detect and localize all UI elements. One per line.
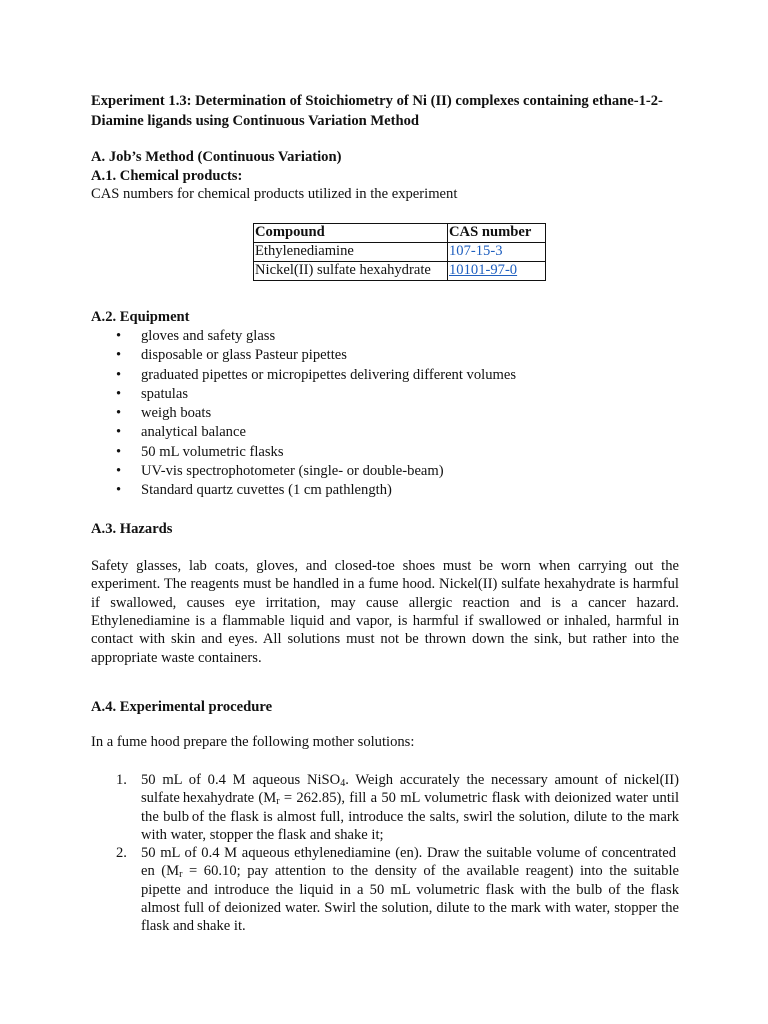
list-item: 2. 50 mL of 0.4 M aqueous ethylenediamine (en). Draw the suitable volume of concentrated en ($M_r = 60.10$; pay attention to the density of the available reagent) into the suitable pipette and introduce the liquid in a 50 mL volumetric flask with the bulb of the flask almost full of deionized water. Swirl the solution, dilute to the mark with water, stopper the flask and shake it. bbox=[116, 845, 679, 935]
experiment-title: Experiment 1.3: Determination of Stoichiometry of Ni (II) complexes containing ethane-1-2-Diamine ligands using Continuous Variation Method bbox=[91, 93, 663, 129]
bullet-icon: • bbox=[116, 482, 122, 499]
section-a-heading: A. Job’s Method (Continuous Variation) bbox=[91, 149, 342, 165]
compound-cell: Nickel(II) sulfate hexahydrate bbox=[254, 261, 448, 280]
procedure-heading: A.4. Experimental procedure bbox=[91, 698, 273, 715]
cas-table-header-cas: CAS number bbox=[448, 223, 546, 242]
bullet-icon: • bbox=[116, 385, 122, 402]
bullet-icon: • bbox=[116, 424, 122, 441]
document-page bbox=[91, 92, 679, 936]
hazards-paragraph: Safety glasses, lab coats, gloves, and closed-toe shoes must be worn when carrying out the experiment. The reagents must be handled in a fume hood. Nickel(II) sulfate hexahydrate is harmful if swallowed, causes eye irritation, may cause allergic reaction and is a cancer hazard. Ethylenediamine is a flammable liquid and vapor, is harmful if swallowed or inhaled, harmful in contact with skin and eyes. All solutions must not be thrown down the sink, but rather into the appropriate waste containers. bbox=[91, 558, 679, 666]
list-item: • weigh boats bbox=[91, 404, 679, 423]
step-number: 2. bbox=[116, 845, 127, 862]
cas-cell bbox=[448, 261, 546, 280]
chemical-products-intro: CAS numbers for chemical products utilized in the experiment bbox=[91, 186, 458, 202]
bullet-icon: • bbox=[116, 463, 122, 480]
compound-cell: Ethylenediamine bbox=[254, 242, 448, 261]
list-item: • 50 mL volumetric flasks bbox=[91, 443, 679, 462]
step-number: 1. bbox=[116, 771, 127, 788]
bullet-icon: • bbox=[116, 328, 122, 344]
cas-table bbox=[253, 223, 546, 281]
bullet-icon: • bbox=[116, 443, 122, 460]
cas-table-header-compound: Compound bbox=[254, 223, 448, 242]
list-item: • UV-vis spectrophotometer (single- or double-beam) bbox=[91, 462, 679, 481]
table-row bbox=[254, 242, 546, 261]
list-item: • gloves and safety glass bbox=[91, 327, 679, 346]
bullet-icon: • bbox=[116, 347, 122, 364]
list-item: • graduated pipettes or micropipettes delivering different volumes bbox=[91, 366, 679, 385]
list-item: • Standard quartz cuvettes (1 cm pathlength) bbox=[91, 481, 679, 500]
procedure-steps bbox=[91, 771, 679, 936]
bullet-icon: • bbox=[116, 366, 122, 383]
list-item: • analytical balance bbox=[91, 423, 679, 442]
list-item: • disposable or glass Pasteur pipettes bbox=[91, 346, 679, 365]
chemical-products-heading: A.1. Chemical products: bbox=[91, 167, 243, 184]
equipment-heading: A.2. Equipment bbox=[91, 308, 190, 325]
table-row bbox=[254, 261, 546, 280]
cas-cell bbox=[448, 242, 546, 261]
bullet-icon: • bbox=[116, 405, 122, 422]
hazards-heading: A.3. Hazards bbox=[91, 520, 173, 537]
equipment-list bbox=[91, 327, 679, 501]
procedure-intro: In a fume hood prepare the following mother solutions: bbox=[91, 734, 415, 751]
list-item: 1. 50 mL of 0.4 M aqueous NiSO$_4$. Weigh accurately the necessary amount of nickel(II) sulfate hexahydrate $(M_r = 262.85)$, fill a 50 mL volumetric flask with deionized water until the bulb of the flask is almost full, introduce the salts, swirl the solution, dilute to the mark with water, stopper the flask and shake it; bbox=[116, 771, 680, 843]
cas-table-header-row bbox=[254, 223, 546, 242]
list-item: • spatulas bbox=[91, 385, 679, 404]
cas-link-ethylenediamine[interactable]: 107-15-3 bbox=[449, 242, 503, 259]
cas-link-nickel-sulfate[interactable]: 10101-97-0 bbox=[449, 261, 518, 278]
